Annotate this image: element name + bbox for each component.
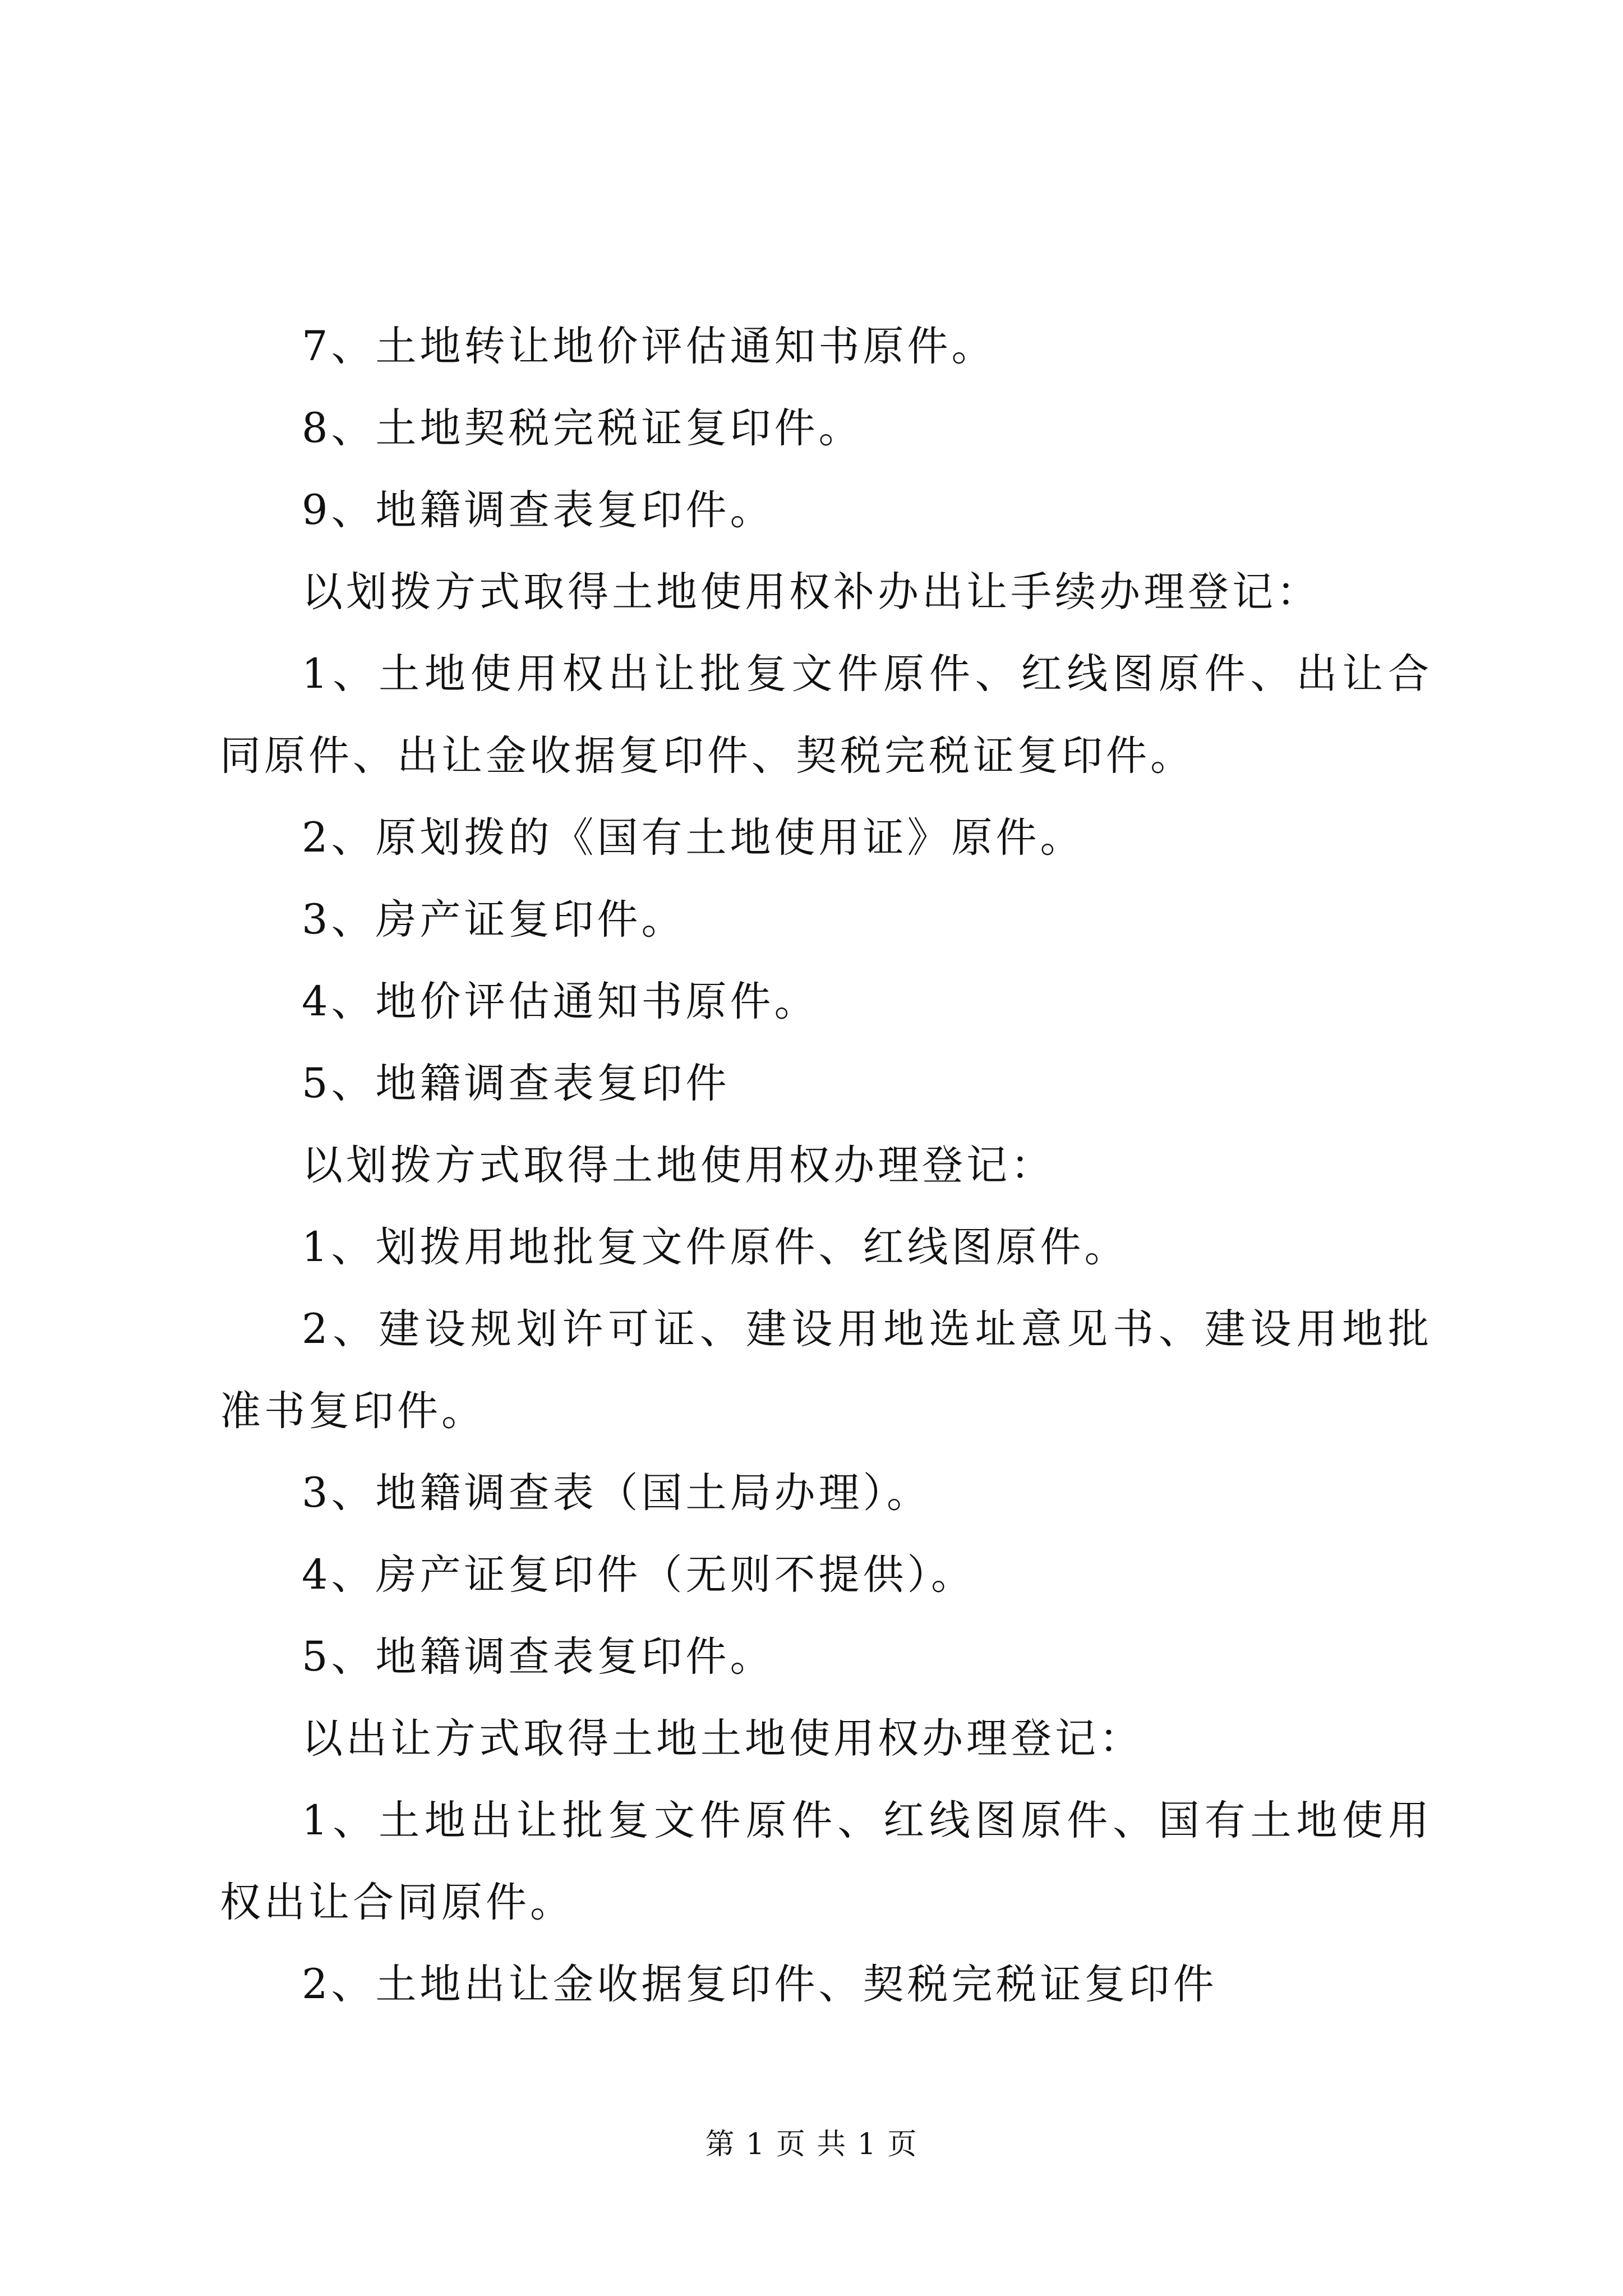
paragraph: 3、地籍调查表（国土局办理）。: [302, 1469, 931, 1517]
section-heading: 以划拨方式取得土地使用权办理登记：: [302, 1142, 1055, 1189]
paragraph: 3、房产证复印件。: [302, 896, 686, 944]
paragraph: 2、原划拨的《国有土地使用证》原件。: [302, 814, 1085, 862]
paragraph: 5、地籍调查表复印件。: [302, 1633, 774, 1681]
paragraph: 7、土地转让地价评估通知书原件。: [302, 323, 996, 370]
paragraph: 2、建设规划许可证、建设用地选址意见书、建设用地批准书复印件。: [220, 1305, 1432, 1435]
paragraph: 1、土地出让批复文件原件、红线图原件、国有土地使用权出让合同原件。: [220, 1797, 1432, 1926]
paragraph: 4、地价评估通知书原件。: [302, 978, 819, 1025]
paragraph: 1、划拨用地批复文件原件、红线图原件。: [302, 1223, 1129, 1271]
paragraph: 5、地籍调查表复印件: [302, 1060, 730, 1107]
document-body: [220, 306, 1432, 2026]
page-number-indicator: 第 1 页 共 1 页: [705, 2128, 918, 2161]
paragraph: 4、房产证复印件（无则不提供）。: [302, 1551, 975, 1599]
paragraph: 1、土地使用权出让批复文件原件、红线图原件、出让合同原件、出让金收据复印件、契税完税证复印件。: [220, 650, 1432, 780]
section-heading: 以划拨方式取得土地使用权补办出让手续办理登记：: [302, 568, 1321, 616]
paragraph: 9、地籍调查表复印件。: [302, 486, 774, 534]
section-heading: 以出让方式取得土地土地使用权办理登记：: [302, 1715, 1144, 1763]
page-footer: [0, 2120, 1623, 2162]
paragraph: 8、土地契税完税证复印件。: [302, 404, 863, 452]
paragraph: 2、土地出让金收据复印件、契税完税证复印件: [302, 1961, 1218, 2008]
